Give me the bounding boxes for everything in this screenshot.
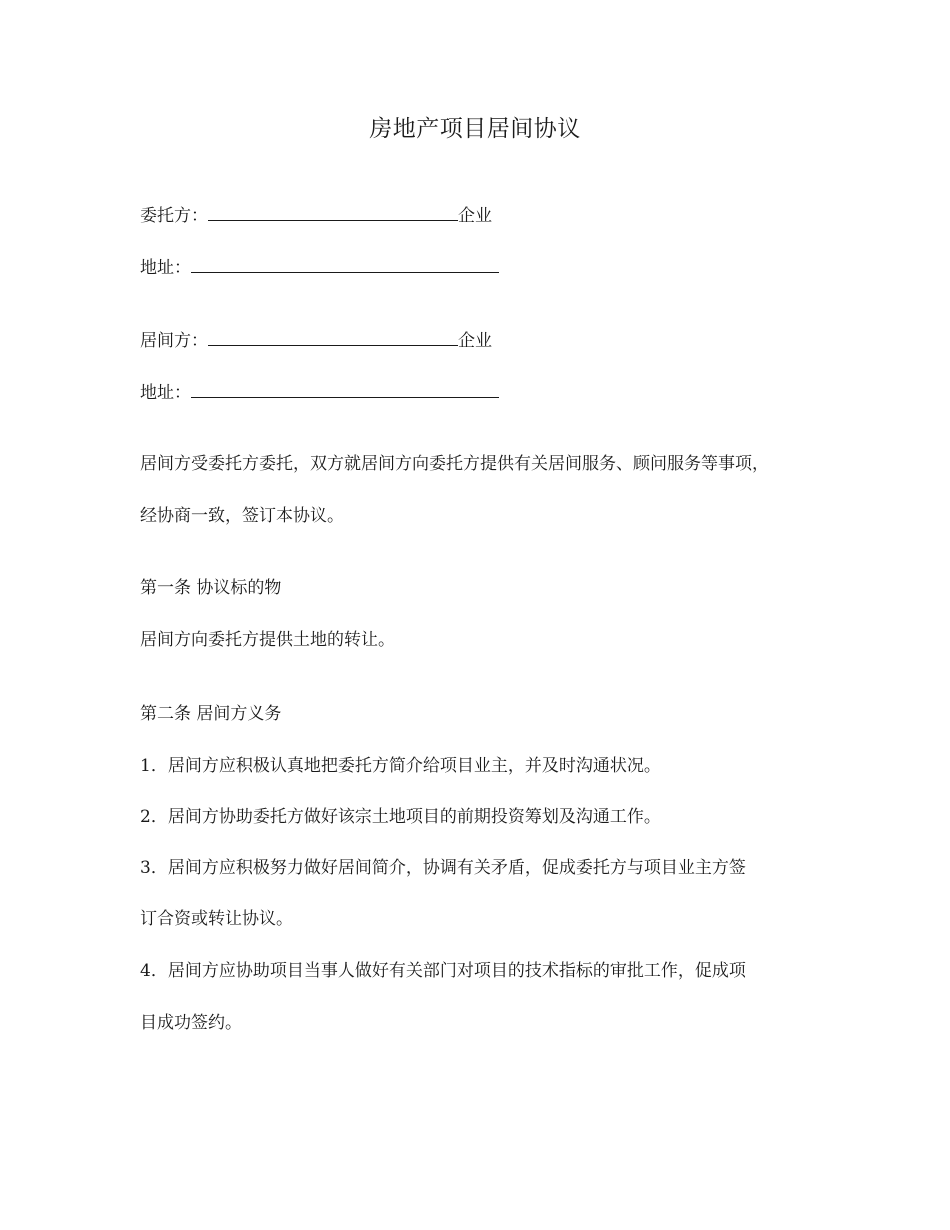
client-line xyxy=(140,202,492,227)
article1-body: 居间方向委托方提供土地的转让。 xyxy=(140,630,395,650)
intermediary-address-line xyxy=(140,379,499,404)
intermediary-address-blank xyxy=(191,379,499,398)
preamble-line-1: 居间方受委托方委托，双方就居间方向委托方提供有关居间服务、顾问服务等事项， xyxy=(140,454,769,474)
intermediary-suffix: 企业 xyxy=(458,331,492,351)
intermediary-name-blank xyxy=(208,327,458,346)
document-title: 房地产项目居间协议 xyxy=(369,116,581,142)
article2-item-continuation: 目成功签约。 xyxy=(140,1013,242,1033)
article2-item: 3．居间方应积极努力做好居间简介，协调有关矛盾，促成委托方与项目业主方签 xyxy=(140,858,746,878)
client-name-blank xyxy=(208,202,458,221)
client-address-blank xyxy=(191,254,499,273)
intermediary-label: 居间方： xyxy=(140,331,208,351)
article2-item: 4．居间方应协助项目当事人做好有关部门对项目的技术指标的审批工作，促成项 xyxy=(140,961,746,981)
client-label: 委托方： xyxy=(140,206,208,226)
preamble-line-2: 经协商一致，签订本协议。 xyxy=(140,506,344,526)
article1-heading: 第一条 协议标的物 xyxy=(140,578,282,598)
article2-item-continuation: 订合资或转让协议。 xyxy=(140,909,293,929)
client-address-line xyxy=(140,254,499,279)
client-address-label: 地址： xyxy=(140,258,191,278)
article2-item: 1．居间方应积极认真地把委托方简介给项目业主，并及时沟通状况。 xyxy=(140,756,661,776)
article2-item: 2．居间方协助委托方做好该宗土地项目的前期投资筹划及沟通工作。 xyxy=(140,807,661,827)
client-suffix: 企业 xyxy=(458,206,492,226)
intermediary-line xyxy=(140,327,492,352)
intermediary-address-label: 地址： xyxy=(140,383,191,403)
article2-heading: 第二条 居间方义务 xyxy=(140,704,282,724)
